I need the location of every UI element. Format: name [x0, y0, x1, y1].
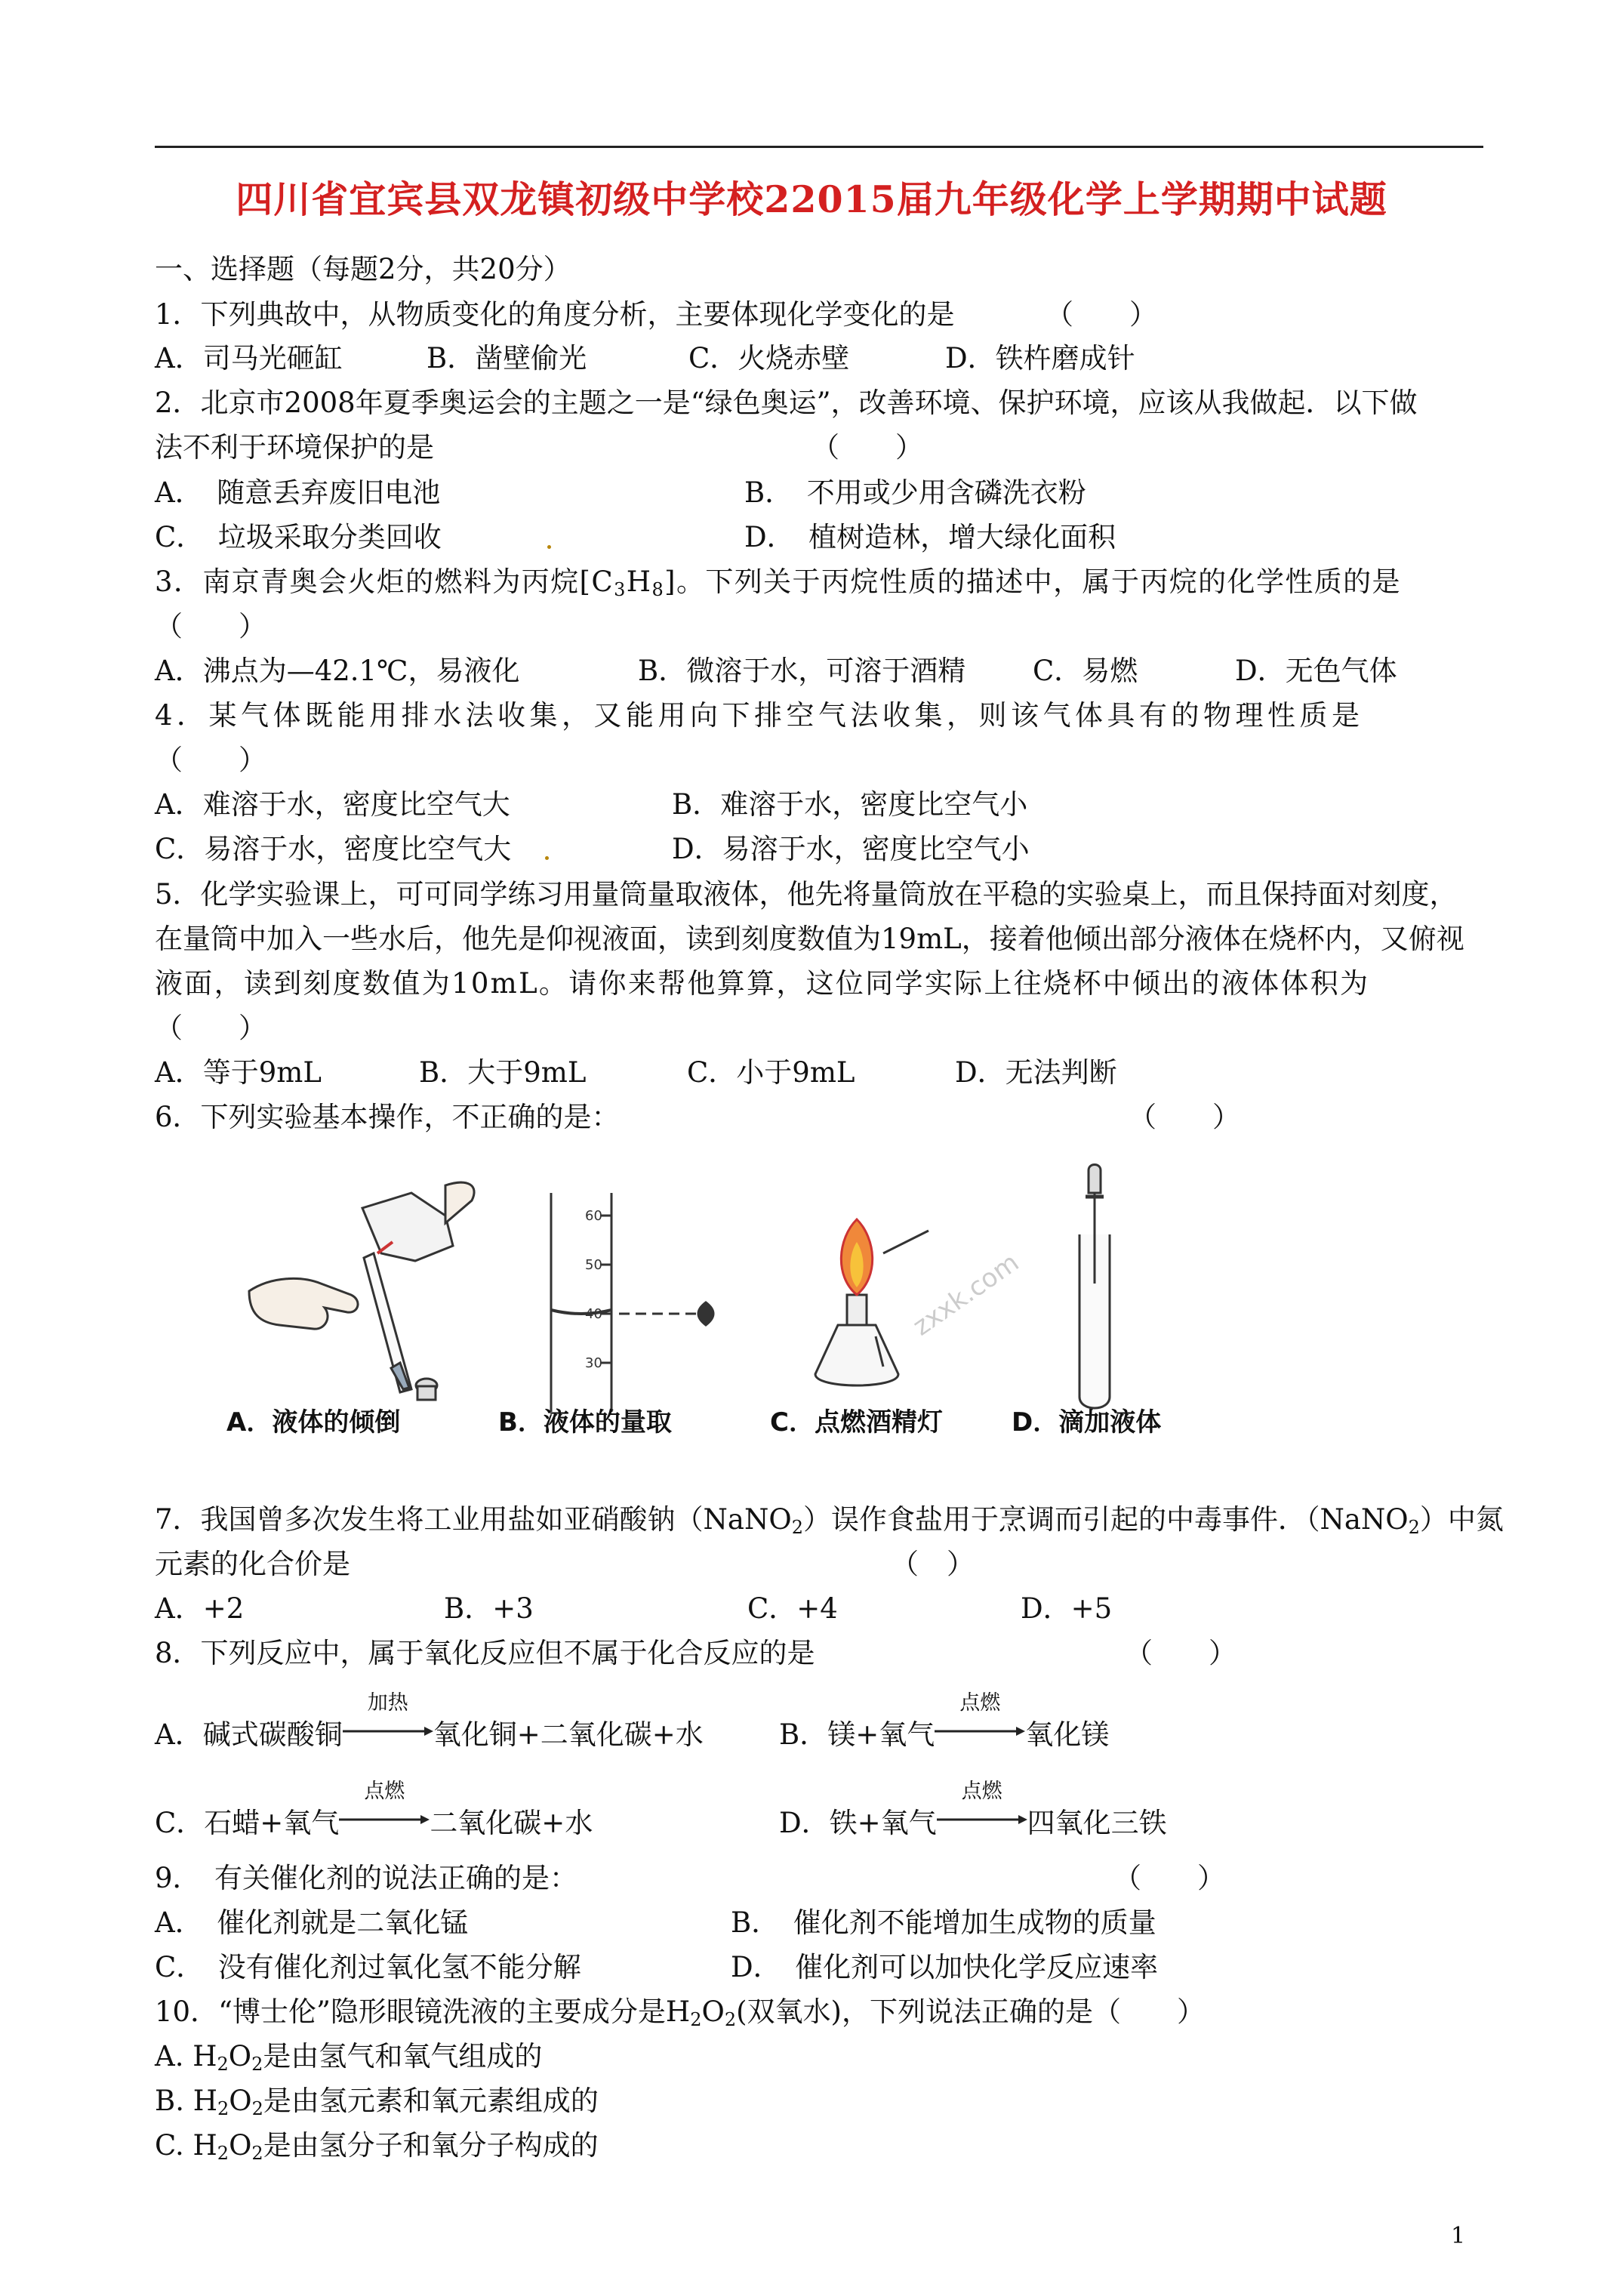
q2-option-c: C． 垃圾采取分类回收: [155, 521, 442, 553]
q10-option-a: A. $H_2O_2$是由氢气和氧气组成的: [155, 2040, 543, 2075]
q7-option-c: C．+4: [747, 1592, 838, 1625]
q3-stem: 3．南京青奥会火炬的燃料为丙烷$[C_3H_8]$。下列关于丙烷性质的描述中，属于丙烷的化学性质的是: [155, 566, 1401, 600]
q2-option-a: A． 随意丢弃废旧电池: [155, 476, 441, 509]
q5-stem-line2: 在量筒中加入一些水后，他先是仰视液面，读到刻度数值为19mL，接着他倾出部分液体在烧杯内，又俯视: [155, 923, 1464, 955]
q1-stem: 1．下列典故中，从物质变化的角度分析，主要体现化学变化的是: [155, 298, 955, 331]
q9-option-d: D． 催化剂可以加快化学反应速率: [731, 1951, 1159, 1983]
reaction-arrow: 点燃: [935, 1717, 1025, 1747]
caption-d: D．滴加液体: [1012, 1407, 1162, 1438]
q5-option-a: A．等于9mL: [155, 1056, 322, 1089]
q2-stem-line2: 法不利于环境保护的是: [155, 431, 434, 464]
q7-stem-line1: 7．我国曾多次发生将工业用盐如亚硝酸钠（NaNO$_2$）误作食盐用于烹调而引起的中毒事件．（NaNO$_2$）中氮: [155, 1503, 1504, 1538]
q9-answer-blank: （ ）: [1113, 1862, 1225, 1894]
page-title: 四川省宜宾县双龙镇初级中学校22015届九年级化学上学期期中试题: [236, 177, 1387, 221]
q3-answer-blank: （ ）: [155, 610, 266, 643]
q10-option-b: B. $H_2O_2$是由氢元素和氧元素组成的: [155, 2085, 599, 2119]
q4-option-c: C．易溶于水，密度比空气大: [155, 833, 512, 865]
q9-option-a: A． 催化剂就是二氧化锰: [155, 1906, 469, 1939]
q5-option-c: C．小于9mL: [687, 1056, 855, 1089]
q7-option-a: A．+2: [155, 1592, 245, 1625]
reaction-arrow: 点燃: [339, 1805, 430, 1835]
page-number: 1: [1451, 2223, 1466, 2249]
q8-stem: 8．下列反应中，属于氧化反应但不属于化合反应的是: [155, 1637, 815, 1669]
q4-option-a: A．难溶于水，密度比空气大: [155, 788, 510, 821]
tick-label-60: 60: [585, 1208, 602, 1224]
stray-dot: [547, 545, 551, 549]
reaction-arrow: 加热: [343, 1717, 433, 1747]
caption-b: B．液体的量取: [498, 1407, 672, 1438]
pouring-hand-illustration: [249, 1182, 474, 1400]
q10-option-c: C. $H_2O_2$是由氢分子和氧分子构成的: [155, 2129, 599, 2164]
q5-option-b: B．大于9mL: [419, 1056, 587, 1089]
q3-option-a: A．沸点为—42.1℃，易液化: [155, 655, 520, 687]
q4-option-d: D．易溶于水，密度比空气小: [672, 833, 1030, 865]
header-rule: [155, 146, 1483, 148]
q3-option-c: C．易燃: [1033, 655, 1138, 687]
tick-label-50: 50: [585, 1257, 602, 1273]
q6-stem: 6．下列实验基本操作，不正确的是：: [155, 1101, 620, 1133]
q8-option-b: B．镁+氧气 点燃 氧化镁: [779, 1691, 1110, 1751]
q4-option-b: B．难溶于水，密度比空气小: [672, 788, 1028, 821]
alcohol-lamp-illustration: [815, 1219, 929, 1385]
q9-stem: 9． 有关催化剂的说法正确的是：: [155, 1862, 578, 1894]
q7-option-b: B．+3: [444, 1592, 534, 1625]
tick-label-30: 30: [585, 1355, 602, 1371]
q8-answer-blank: （ ）: [1125, 1637, 1236, 1669]
q7-option-d: D．+5: [1021, 1592, 1113, 1625]
q5-stem-line1: 5．化学实验课上，可可同学练习用量筒量取液体，他先将量筒放在平稳的实验桌上，而且保持面对刻度，: [155, 878, 1458, 911]
q4-answer-blank: （ ）: [155, 744, 266, 776]
q4-stem: 4．某气体既能用排水法收集，又能用向下排空气法收集，则该气体具有的物理性质是: [155, 699, 1364, 732]
stray-dot: [545, 856, 549, 860]
q10-stem: 10．“博士伦”隐形眼镜洗液的主要成分是$H_2O_2$(双氧水)，下列说法正确的是（ ）: [155, 1996, 1205, 2030]
caption-a: A．液体的倾倒: [226, 1407, 401, 1438]
q8-option-a: A．碱式碳酸铜 加热 氧化铜+二氧化碳+水: [155, 1691, 704, 1751]
q2-option-b: B． 不用或少用含磷洗衣粉: [744, 476, 1086, 509]
q3-option-b: B．微溶于水，可溶于酒精: [638, 655, 966, 687]
q1-answer-blank: （ ）: [1046, 298, 1157, 331]
dropper-test-tube-illustration: [1079, 1165, 1110, 1409]
watermark: zxxk.com: [907, 1247, 1025, 1342]
q6-lab-illustration: [219, 1163, 1170, 1442]
q6-answer-blank: （ ）: [1129, 1101, 1240, 1133]
q1-option-b: B．凿壁偷光: [427, 342, 587, 374]
caption-c: C．点燃酒精灯: [770, 1407, 943, 1438]
q1-option-c: C．火烧赤壁: [688, 342, 850, 374]
q8-option-c: C．石蜡+氧气 点燃 二氧化碳+水: [155, 1780, 593, 1839]
reaction-arrow: 点燃: [937, 1805, 1027, 1835]
q5-option-d: D．无法判断: [955, 1056, 1117, 1089]
q9-option-b: B． 催化剂不能增加生成物的质量: [731, 1906, 1156, 1939]
q9-option-c: C． 没有催化剂过氧化氢不能分解: [155, 1951, 581, 1983]
q1-option-d: D．铁杵磨成针: [945, 342, 1135, 374]
q2-stem-line1: 2．北京市2008年夏季奥运会的主题之一是“绿色奥运”，改善环境、保护环境，应该从我做起．以下做: [155, 387, 1418, 419]
q2-answer-blank: （ ）: [812, 431, 923, 464]
q5-answer-blank: （ ）: [155, 1012, 266, 1044]
q7-stem-line2: 元素的化合价是: [155, 1548, 350, 1580]
q7-answer-blank: （ ）: [891, 1548, 975, 1580]
q8-option-d: D．铁+氧气 点燃 四氧化三铁: [779, 1780, 1167, 1839]
tick-label-40: 40: [585, 1306, 602, 1322]
graduated-cylinder-illustration: [551, 1193, 713, 1412]
q1-option-a: A．司马光砸缸: [155, 342, 343, 374]
section-heading: 一、选择题（每题2分，共20分）: [155, 253, 571, 285]
q3-option-d: D．无色气体: [1235, 655, 1397, 687]
q5-stem-line3: 液面，读到刻度数值为10mL。请你来帮他算算，这位同学实际上往烧杯中倾出的液体体积为: [155, 967, 1370, 1000]
q2-option-d: D． 植树造林，增大绿化面积: [744, 521, 1116, 553]
